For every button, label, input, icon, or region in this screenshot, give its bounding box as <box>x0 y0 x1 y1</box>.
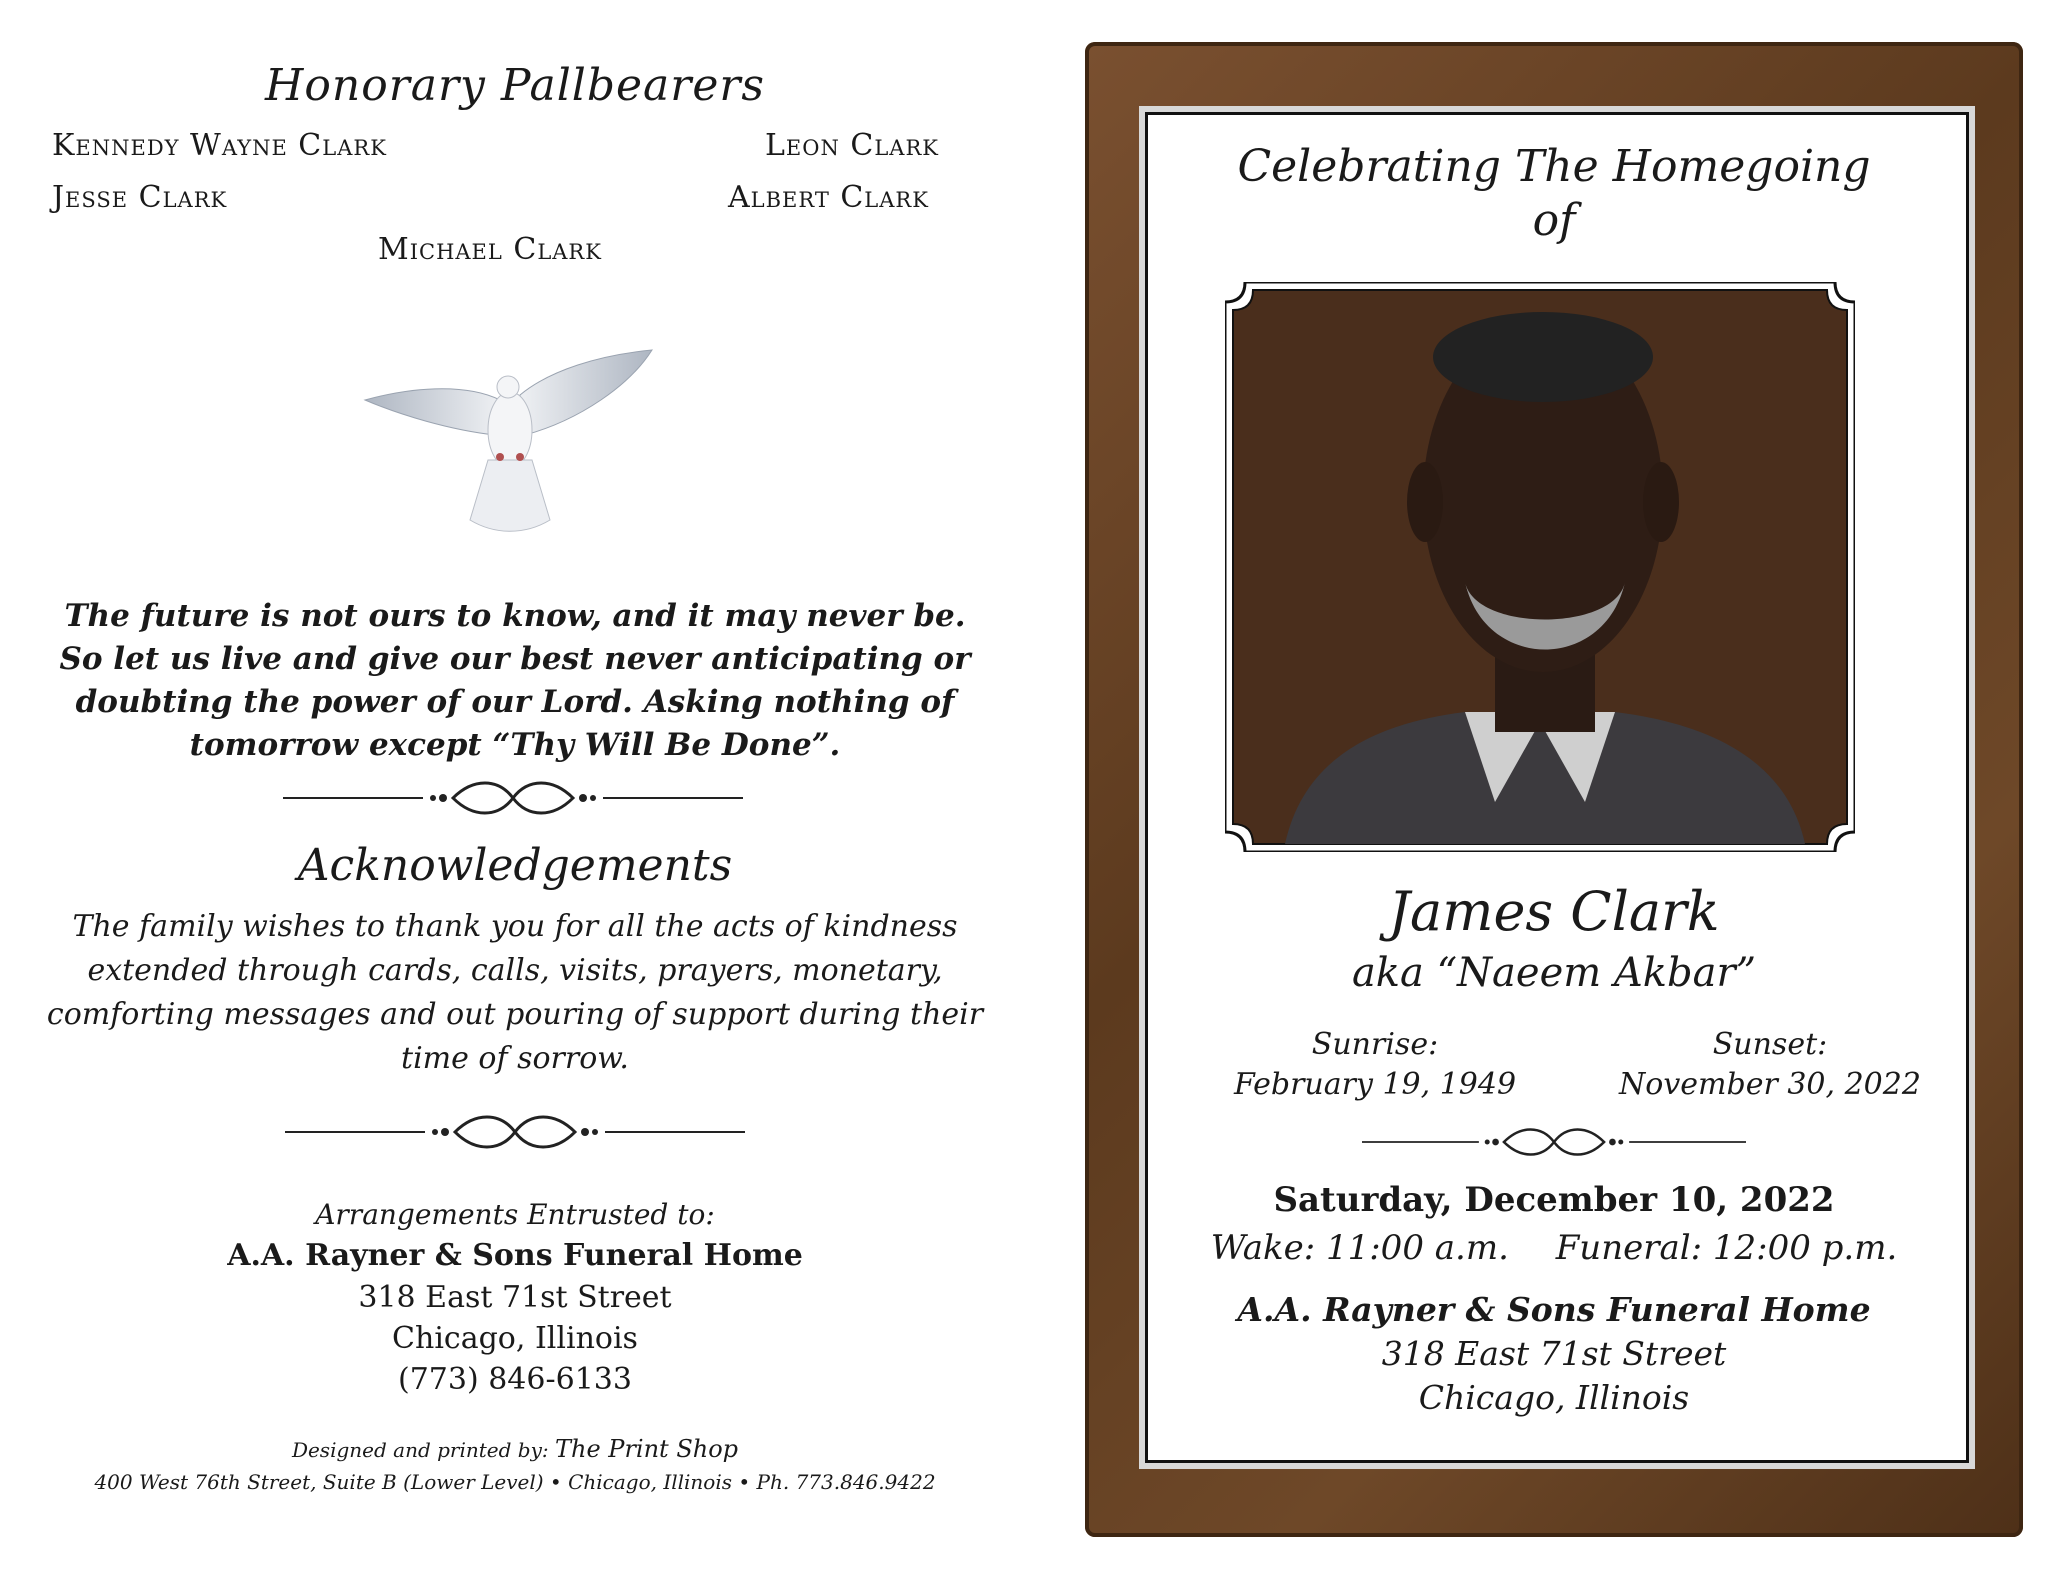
printer-address: 400 West 76th Street, Suite B (Lower Level) • Chicago, Illinois • Ph. 773.846.9422 <box>94 1470 936 1494</box>
arrangements-block <box>0 1195 1030 1400</box>
arrangements-label: Arrangements Entrusted to: <box>315 1198 715 1231</box>
service-address-line1: 318 East 71st Street <box>1381 1334 1727 1373</box>
service-address-line2: Chicago, Illinois <box>1418 1378 1690 1417</box>
funeral-home-address-line1: 318 East 71st Street <box>358 1280 672 1315</box>
funeral-home-name: A.A. Rayner & Sons Funeral Home <box>227 1238 803 1273</box>
sunrise-date: February 19, 1949 <box>1233 1067 1517 1102</box>
funeral-home-address-line2: Chicago, Illinois <box>392 1321 638 1356</box>
funeral-home-phone: (773) 846-6133 <box>398 1362 632 1397</box>
funeral-time: Funeral: 12:00 p.m. <box>1555 1228 1898 1268</box>
portrait-photo <box>1225 282 1855 852</box>
deceased-name: James Clark <box>1388 880 1720 943</box>
service-date: Saturday, December 10, 2022 <box>1273 1180 1835 1220</box>
pallbearer-name: Michael Clark <box>378 232 602 267</box>
acknowledgements-title: Acknowledgements <box>297 840 733 891</box>
service-times <box>1145 1228 1963 1268</box>
dove-image <box>360 345 660 545</box>
cover-title-line1: Celebrating The Homegoing <box>1237 141 1871 192</box>
pallbearer-name: Jesse Clark <box>52 180 228 215</box>
deceased-aka: aka “Naeem Akbar” <box>1351 950 1757 996</box>
cover-title <box>1145 140 1963 248</box>
service-location <box>1145 1288 1963 1420</box>
cover-title-line2: of <box>1532 195 1576 246</box>
printer-label: Designed and printed by: <box>291 1438 549 1462</box>
pallbearer-name: Leon Clark <box>765 128 939 163</box>
poem-text: The future is not ours to know, and it may never be. So let us live and give our best never anticipating or doubting the power of our Lord. Asking nothing of tomorrow except “Thy Will Be Done”. <box>59 598 971 763</box>
sunrise-label: Sunrise: <box>1311 1027 1439 1062</box>
sunrise-block <box>1215 1025 1535 1105</box>
service-funeral-home: A.A. Rayner & Sons Funeral Home <box>1237 1290 1871 1329</box>
sunset-block <box>1605 1025 1935 1105</box>
sunset-label: Sunset: <box>1712 1027 1828 1062</box>
ornament-divider <box>1362 1125 1746 1159</box>
wake-time: Wake: 11:00 a.m. <box>1210 1228 1509 1268</box>
ornament-divider <box>285 1112 745 1152</box>
ornament-divider <box>283 778 743 818</box>
pallbearers-title: Honorary Pallbearers <box>265 60 765 111</box>
printer-credit <box>0 1433 1030 1498</box>
acknowledgements-text: The family wishes to thank you for all the acts of kindness extended through cards, calls, visits, prayers, monetary, comforting messages and out pouring of support during their time of sorrow. <box>46 909 984 1076</box>
pallbearer-name: Kennedy Wayne Clark <box>52 128 387 163</box>
pallbearer-name: Albert Clark <box>728 180 929 215</box>
sunset-date: November 30, 2022 <box>1619 1067 1921 1102</box>
printer-name: The Print Shop <box>555 1435 739 1463</box>
